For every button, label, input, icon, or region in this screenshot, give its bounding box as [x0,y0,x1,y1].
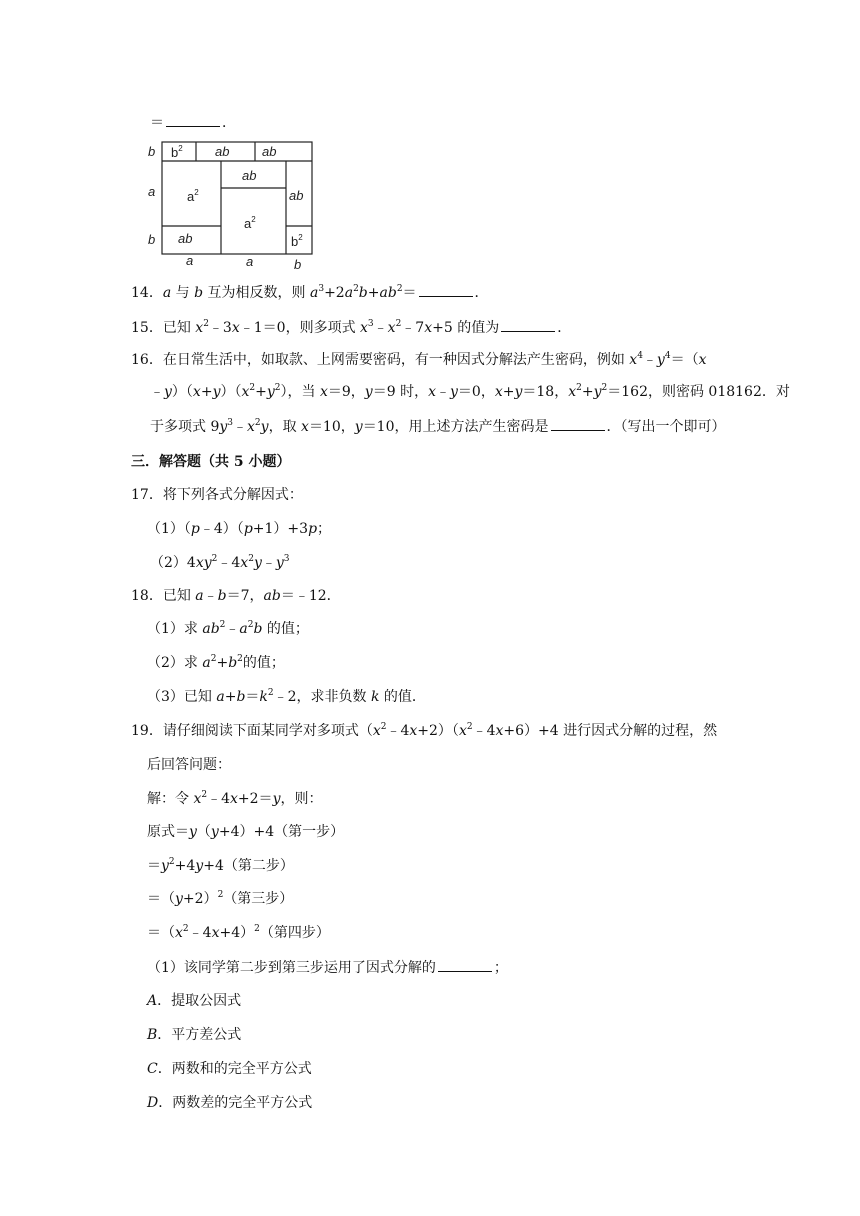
cell-a2-left: $a^2$ [187,188,199,204]
cell-ab-mid: ab [242,168,257,183]
q13-eq: ＝ [150,115,164,131]
question-16-line2: $﹣y)(x+y)(x^2+y^2)$，当 x＝9，y＝9 时，x﹣y＝0，x+y＝18，$x^2+y^2=162$，则密码 018162．对 [150,383,790,400]
q13-answer-line: ＝ ． [150,112,236,133]
cell-ab-top1: ab [215,144,230,159]
question-17-part2: $(2)4xy^2﹣4x^2y﹣y^3$ [150,554,290,571]
question-17-stem: 17．将下列各式分解因式： [131,487,303,503]
q15-answer-blank[interactable] [501,317,555,332]
solution-step-intro: 解：令 $x^2﹣4x+2=y$，则： [147,790,323,807]
question-19-line1: 19．请仔细阅读下面某同学对多项式$(x^2﹣4x+2)(x^2﹣4x+6)+4$ 进行因式分解的过程，然 [131,722,718,739]
question-17-part1: （1）（p﹣4）（p+1）+3p； [147,521,332,537]
cell-b2-right: $b^2$ [291,233,303,249]
question-19-line2: 后回答问题： [147,757,231,773]
q19-sub1-answer-blank[interactable] [438,957,492,972]
question-16-line1: 16．在日常生活中，如取款、上网需要密码，有一种因式分解法产生密码，例如 $x^4﹣y^4=(x$ [131,351,707,368]
side-label-middle: a [148,184,156,199]
q13-area-figure [140,138,320,274]
solution-step-3: $=(y+2)^2$（第三步） [147,890,294,907]
cell-b2-top: $b^2$ [171,144,183,160]
solution-step-1: 原式＝y（y+4）+4（第一步） [147,824,345,840]
cell-ab-top2: ab [262,144,277,159]
question-19-sub1: （1）该同学第二步到第三步运用了因式分解的 ； [147,957,508,978]
cell-ab-left: ab [178,231,193,246]
cell-a2-mid: $a^2$ [244,215,256,231]
bottom-label-3: b [294,257,302,272]
question-18-stem: 18．已知 a﹣b＝7，ab＝﹣12． [131,588,341,604]
question-16-line3: 于多项式 $9y^3﹣x^2y$，取 x＝10，y＝10，用上述方法产生密码是 ．（写出一个即可） [150,418,726,435]
cell-ab-right: ab [289,188,304,203]
option-a[interactable]: A．提取公因式 [147,993,242,1009]
question-18-part1: （1）求 $ab^2﹣a^2b$ 的值； [147,620,309,637]
q14-answer-blank[interactable] [419,282,473,297]
option-c[interactable]: C．两数和的完全平方公式 [147,1061,312,1077]
section-3-heading: 三．解答题（共 5 小题） [131,454,291,470]
bottom-label-2: a [246,254,254,269]
question-14: 14．a 与 b 互为相反数，则 $a^3+2a^2b+ab^2=$ ． [131,284,489,301]
solution-step-4: $=(x^2﹣4x+4)^2$（第四步） [147,924,330,941]
q16-answer-blank[interactable] [551,416,605,431]
side-label-top: b [148,144,156,159]
side-label-bottom: b [148,232,156,247]
question-15: 15．已知 $x^2﹣3x﹣1=0$，则多项式 $x^3﹣x^2﹣7x+5$ 的值为 ． [131,319,572,336]
option-b[interactable]: B．平方差公式 [147,1027,242,1043]
option-d[interactable]: D．两数差的完全平方公式 [147,1095,313,1111]
q13-answer-blank[interactable] [166,112,220,127]
bottom-label-1: a [186,253,194,268]
solution-step-2: $=y^2+4y+4$（第二步） [147,857,294,874]
question-18-part2: （2）求 $a^2+b^2$的值； [147,654,285,671]
question-18-part3: （3）已知 $a+b=k^2﹣2$，求非负数 k 的值． [147,688,426,705]
